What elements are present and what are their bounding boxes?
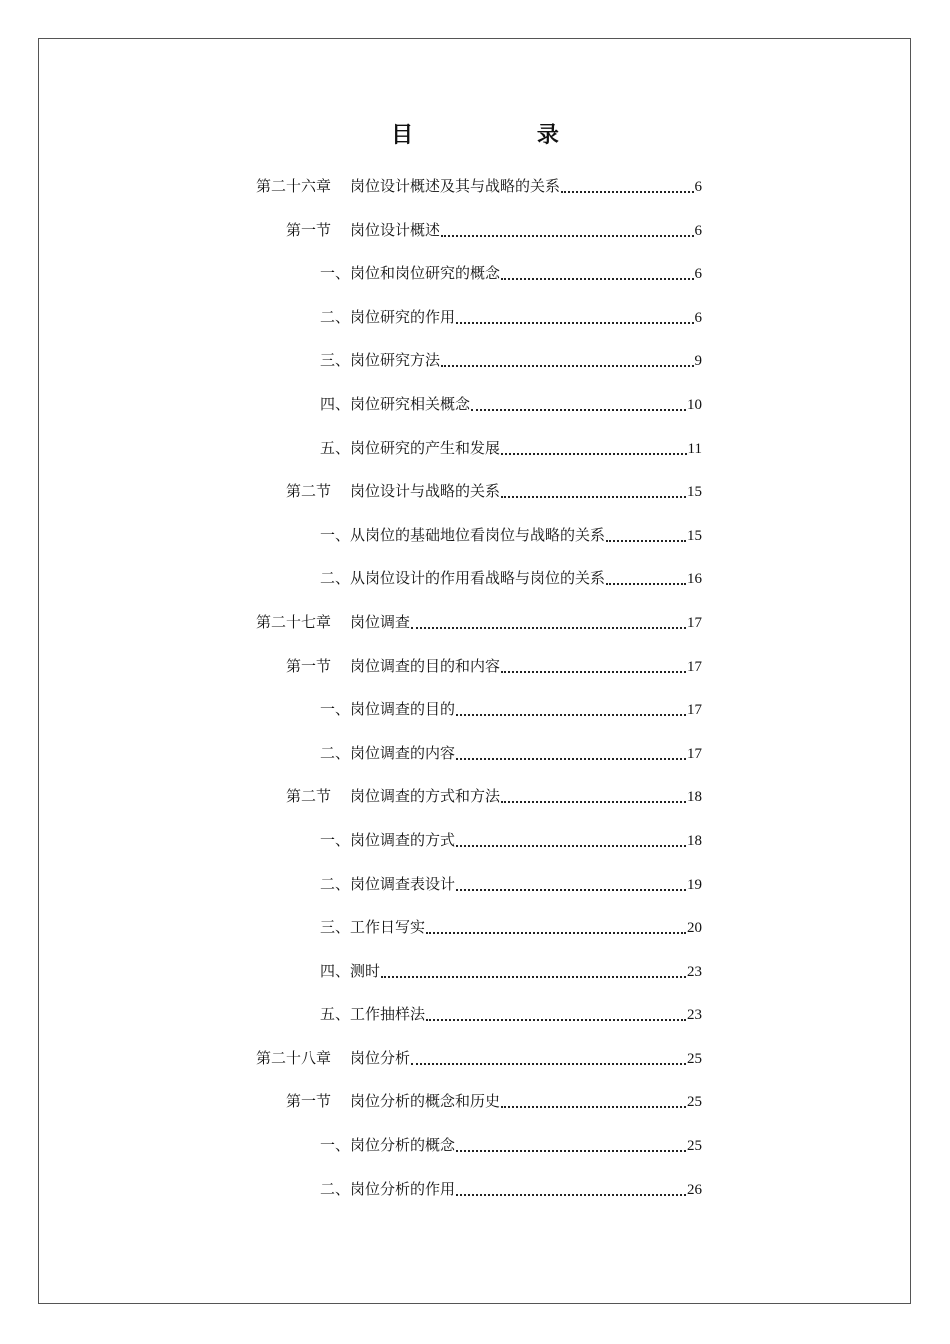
toc-entry-number: 第一节 [285,220,331,239]
toc-dot-leader [441,365,693,367]
toc-entry-chapter[interactable] [0,171,950,215]
toc-entry-title: 岗位分析 [350,1048,411,1067]
toc-entry-title: 工作日写实 [350,918,426,937]
toc-entry-page: 25 [687,1094,702,1111]
toc-entry-line [350,345,702,376]
toc-entry-title: 岗位调查的方式和方法 [350,787,501,806]
toc-entry-line [350,433,702,464]
toc-entry-page: 25 [687,1138,702,1155]
toc-dot-leader [606,540,686,542]
toc-entry-line [350,476,702,507]
toc-entry-page: 25 [687,1050,702,1067]
toc-entry-page: 20 [687,920,702,937]
toc-entry-number: 四、 [319,961,350,980]
toc-entry-page: 6 [694,179,702,195]
toc-entry-title: 从岗位的基础地位看岗位与战略的关系 [350,525,606,544]
toc-dot-leader [501,496,686,498]
toc-entry-line [350,389,702,420]
toc-entry-number: 第二十八章 [255,1048,331,1067]
toc-entry-title: 岗位分析的作用 [350,1179,456,1198]
toc-dot-leader [501,453,687,455]
toc-entry-number: 二、 [319,307,350,326]
toc-entry-title: 岗位分析的概念和历史 [350,1092,501,1111]
toc-entry-title: 岗位研究相关概念 [350,394,471,413]
toc-entry-title: 岗位调查的方式 [350,830,456,849]
toc-entry-page: 6 [694,266,702,283]
toc-entry-item[interactable] [0,825,950,869]
toc-list [0,171,950,1217]
toc-entry-item[interactable] [0,738,950,782]
toc-entry-line [350,781,702,812]
toc-dot-leader [411,627,686,629]
toc-entry-page: 6 [694,309,702,326]
toc-entry-page: 17 [687,614,702,631]
toc-dot-leader [561,191,693,193]
toc-entry-page: 18 [687,789,702,806]
toc-entry-section[interactable] [0,651,950,695]
toc-entry-title: 岗位和岗位研究的概念 [350,264,501,283]
toc-dot-leader [501,801,686,803]
toc-entry-number: 一、 [319,264,350,283]
toc-entry-line [350,825,702,856]
toc-dot-leader [456,758,686,760]
toc-entry-item[interactable] [0,258,950,302]
toc-entry-number: 第一节 [285,656,331,675]
toc-entry-page: 23 [687,1007,702,1024]
toc-entry-page: 17 [687,745,702,762]
toc-dot-leader [456,322,693,324]
toc-entry-page: 18 [687,832,702,849]
toc-entry-item[interactable] [0,694,950,738]
toc-entry-item[interactable] [0,520,950,564]
toc-entry-section[interactable] [0,215,950,259]
toc-entry-line [350,1043,702,1074]
toc-entry-line [350,999,702,1030]
toc-entry-title: 岗位研究方法 [350,351,441,370]
toc-entry-line [350,956,702,987]
toc-entry-number: 三、 [319,351,350,370]
toc-entry-line [350,912,702,943]
toc-entry-number: 一、 [319,525,350,544]
toc-entry-item[interactable] [0,999,950,1043]
toc-dot-leader [501,671,686,673]
toc-entry-line [350,520,702,551]
toc-entry-number: 五、 [319,438,350,457]
toc-entry-page: 11 [687,440,702,457]
toc-entry-chapter[interactable] [0,607,950,651]
toc-entry-section[interactable] [0,1086,950,1130]
toc-entry-number: 第二十七章 [255,612,331,631]
toc-entry-title: 测时 [350,961,381,980]
toc-entry-line [350,215,702,246]
toc-entry-line [350,1086,702,1117]
toc-title: 目 录 [391,123,617,148]
toc-entry-page: 9 [694,353,702,370]
toc-entry-line [350,563,702,594]
toc-dot-leader [426,1019,686,1021]
toc-dot-leader [441,235,693,237]
toc-entry-title: 岗位调查 [350,612,411,631]
toc-entry-number: 二、 [319,1179,350,1198]
toc-entry-number: 一、 [319,1136,350,1155]
toc-entry-section[interactable] [0,781,950,825]
toc-entry-title: 岗位设计概述 [350,220,441,239]
toc-entry-title: 岗位调查表设计 [350,874,456,893]
toc-entry-number: 第二十六章 [255,177,331,195]
toc-entry-item[interactable] [0,302,950,346]
toc-entry-page: 26 [687,1181,702,1198]
toc-entry-number: 二、 [319,874,350,893]
toc-dot-leader [456,1150,686,1152]
toc-entry-item[interactable] [0,1130,950,1174]
toc-entry-page: 15 [687,527,702,544]
toc-dot-leader [381,976,686,978]
toc-entry-item[interactable] [0,389,950,433]
toc-entry-section[interactable] [0,476,950,520]
toc-entry-title: 岗位调查的内容 [350,743,456,762]
toc-entry-title: 从岗位设计的作用看战略与岗位的关系 [350,569,606,588]
toc-entry-number: 第二节 [285,787,331,806]
toc-entry-item[interactable] [0,433,950,477]
toc-entry-line [350,1130,702,1161]
toc-entry-item[interactable] [0,1174,950,1218]
toc-dot-leader [456,845,686,847]
toc-entry-title: 岗位设计概述及其与战略的关系 [350,177,561,195]
toc-dot-leader [606,583,686,585]
toc-dot-leader [501,1106,686,1108]
toc-entry-number: 四、 [319,394,350,413]
toc-entry-line [350,302,702,333]
toc-dot-leader [471,409,686,411]
toc-entry-number: 一、 [319,830,350,849]
toc-entry-page: 17 [687,658,702,675]
toc-entry-number: 第二节 [285,482,331,501]
toc-entry-page: 10 [687,396,702,413]
toc-dot-leader [411,1063,686,1065]
toc-entry-item[interactable] [0,956,950,1000]
toc-entry-chapter[interactable] [0,1043,950,1087]
toc-entry-title: 工作抽样法 [350,1005,426,1024]
toc-entry-number: 二、 [319,569,350,588]
toc-entry-title: 岗位研究的产生和发展 [350,438,501,457]
toc-entry-title: 岗位设计与战略的关系 [350,482,501,501]
toc-entry-line [350,607,702,638]
toc-entry-page: 17 [687,702,702,719]
toc-entry-line [350,258,702,289]
toc-dot-leader [426,932,686,934]
toc-entry-page: 19 [687,876,702,893]
toc-entry-title: 岗位调查的目的 [350,700,456,719]
toc-entry-item[interactable] [0,912,950,956]
toc-entry-line [350,694,702,725]
toc-entry-line [350,738,702,769]
toc-entry-number: 一、 [319,700,350,719]
toc-entry-page: 15 [687,484,702,501]
toc-entry-number: 三、 [319,918,350,937]
toc-entry-page: 6 [694,222,702,239]
toc-entry-title: 岗位调查的目的和内容 [350,656,501,675]
toc-entry-page: 23 [687,963,702,980]
toc-entry-line [350,171,702,202]
toc-dot-leader [456,889,686,891]
toc-entry-number: 第一节 [285,1092,331,1111]
toc-entry-number: 二、 [319,743,350,762]
toc-entry-title: 岗位研究的作用 [350,307,456,326]
toc-dot-leader [456,714,686,716]
toc-dot-leader [501,278,693,280]
toc-dot-leader [456,1194,686,1196]
toc-entry-item[interactable] [0,869,950,913]
toc-entry-page: 16 [687,571,702,588]
toc-entry-title: 岗位分析的概念 [350,1136,456,1155]
toc-entry-item[interactable] [0,563,950,607]
toc-entry-item[interactable] [0,345,950,389]
toc-entry-line [350,651,702,682]
toc-entry-number: 五、 [319,1005,350,1024]
toc-entry-line [350,869,702,900]
toc-entry-line [350,1174,702,1205]
